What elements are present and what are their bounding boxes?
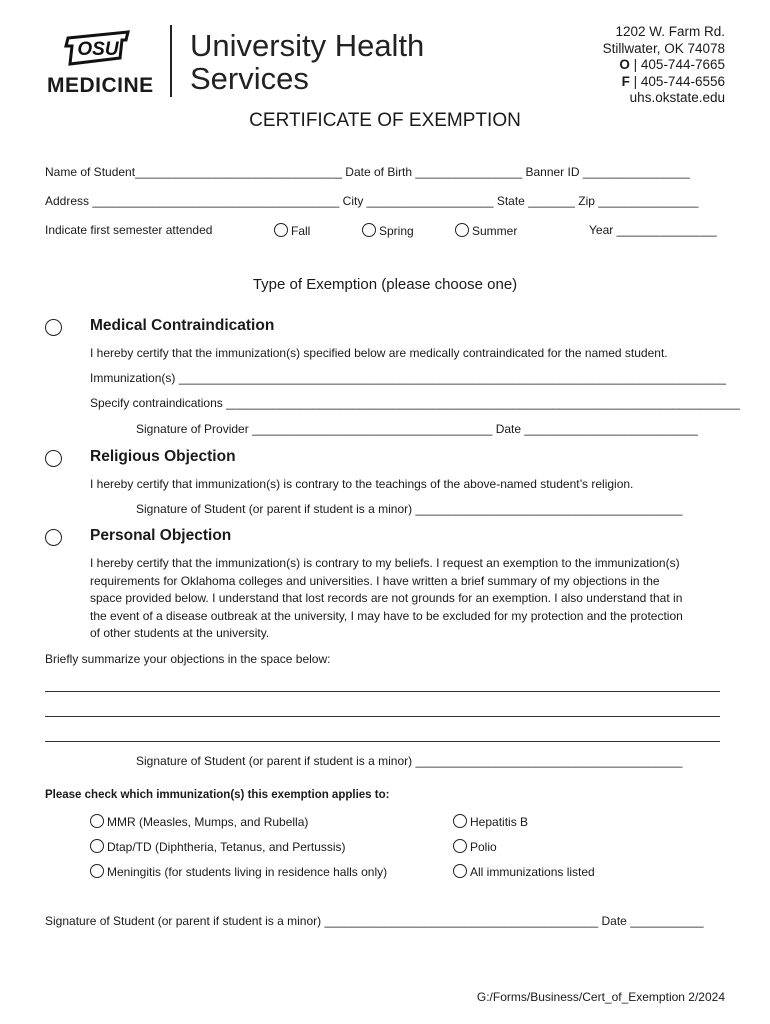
header-title-line1: University Health: [190, 28, 425, 63]
hepatitis-b-option[interactable]: Hepatitis B: [453, 814, 528, 829]
student-name-field[interactable]: _______________________________: [135, 165, 342, 179]
year-row: Year _______________: [589, 223, 717, 237]
medical-title: Medical Contraindication: [90, 317, 275, 334]
immunization-checklist-heading: Please check which immunization(s) this exemption applies to:: [45, 789, 390, 801]
religious-signature-row: Signature of Student (or parent if student is a minor) ________________________________________: [136, 502, 683, 516]
website-link[interactable]: uhs.okstate.edu: [629, 90, 725, 105]
fall-option[interactable]: Fall: [274, 223, 310, 238]
final-date-field[interactable]: ___________: [630, 914, 704, 928]
personal-title: Personal Objection: [90, 527, 232, 544]
contraindications-field[interactable]: _____________________________________________________________________________: [226, 396, 740, 410]
banner-id-field[interactable]: ________________: [582, 165, 690, 179]
spring-option[interactable]: Spring: [362, 223, 414, 238]
final-signature-field[interactable]: _________________________________________: [324, 914, 599, 928]
polio-radio[interactable]: [453, 839, 467, 853]
svg-text:OSU: OSU: [77, 39, 119, 60]
all-immunizations-radio[interactable]: [453, 864, 467, 878]
osu-brand-icon: [62, 28, 134, 68]
year-field[interactable]: _______________: [616, 223, 717, 237]
religious-radio[interactable]: [45, 450, 62, 467]
header-divider: [170, 25, 172, 97]
religious-statement: I hereby certify that immunization(s) is contrary to the teachings of the above-named student’s religion.: [90, 477, 634, 491]
dtap-radio[interactable]: [90, 839, 104, 853]
summer-option[interactable]: Summer: [455, 223, 517, 238]
meningitis-option[interactable]: Meningitis (for students living in residence halls only): [90, 864, 387, 879]
polio-option[interactable]: Polio: [453, 839, 497, 854]
student-name-row: Name of Student_______________________________ Date of Birth ________________ Banner ID ________________: [45, 165, 690, 179]
dtap-option[interactable]: Dtap/TD (Diphtheria, Tetanus, and Pertussis): [90, 839, 346, 854]
fax-phone: F | 405-744-6556: [621, 73, 725, 89]
address-field[interactable]: _____________________________________: [92, 194, 340, 208]
medical-statement: I hereby certify that the immunization(s) specified below are medically contraindicated for the named student.: [90, 346, 668, 360]
provider-signature-row: Signature of Provider ____________________________________ Date __________________________: [136, 422, 698, 436]
hepatitis-b-radio[interactable]: [453, 814, 467, 828]
meningitis-radio[interactable]: [90, 864, 104, 878]
summary-line-2[interactable]: [45, 716, 720, 717]
form-code: G:/Forms/Business/Cert_of_Exemption 2/2024: [476, 990, 725, 1004]
exemption-type-heading: Type of Exemption (please choose one): [252, 276, 518, 293]
office-phone: O | 405-744-7665: [619, 57, 725, 72]
religious-signature-field[interactable]: ________________________________________: [415, 502, 683, 516]
summary-line-3[interactable]: [45, 741, 720, 742]
medical-radio[interactable]: [45, 319, 62, 336]
religious-title: Religious Objection: [90, 448, 236, 465]
header-title-line2: Services: [190, 61, 309, 96]
spring-radio[interactable]: [362, 223, 376, 237]
form-title: CERTIFICATE OF EXEMPTION: [249, 110, 521, 131]
personal-statement: I hereby certify that the immunization(s) is contrary to my beliefs. I request an exemption to the immunization(s) requirements for Oklahoma colleges and universities. I have written a brief summary of my objections in the space provided below. I understand that lost records are not grounds for an exemption. I also understand that in the event of a disease outbreak at the university, I may have to be excluded for my protection and the protection of other students at the university.: [90, 556, 683, 640]
summary-line-1[interactable]: [45, 691, 720, 692]
logo-wordmark: MEDICINE: [47, 74, 154, 97]
personal-signature-field[interactable]: ________________________________________: [415, 754, 683, 768]
state-field[interactable]: _______: [528, 194, 575, 208]
summer-radio[interactable]: [455, 223, 469, 237]
dob-field[interactable]: ________________: [415, 165, 523, 179]
immunization-row: Immunization(s) __________________________________________________________________________________: [90, 371, 726, 385]
city-field[interactable]: ___________________: [366, 194, 494, 208]
all-immunizations-option[interactable]: All immunizations listed: [453, 864, 595, 879]
personal-signature-row: Signature of Student (or parent if student is a minor) ________________________________________: [136, 754, 683, 768]
final-signature-row: Signature of Student (or parent if student is a minor) _________________________________________ Date ___________: [45, 914, 704, 928]
fall-radio[interactable]: [274, 223, 288, 237]
address-row: Address _____________________________________ City ___________________ State _______ Zip _______________: [45, 194, 699, 208]
personal-radio[interactable]: [45, 529, 62, 546]
summary-prompt: Briefly summarize your objections in the space below:: [45, 652, 331, 666]
contraindications-row: Specify contraindications _____________________________________________________________________________: [90, 396, 740, 410]
mmr-radio[interactable]: [90, 814, 104, 828]
zip-field[interactable]: _______________: [598, 194, 699, 208]
address-line1: 1202 W. Farm Rd.: [615, 24, 725, 39]
immunization-field[interactable]: __________________________________________________________________________________: [178, 371, 726, 385]
mmr-option[interactable]: MMR (Measles, Mumps, and Rubella): [90, 814, 308, 829]
address-line2: Stillwater, OK 74078: [602, 40, 725, 56]
contact-block: [603, 24, 725, 107]
semester-label: Indicate first semester attended: [45, 223, 213, 237]
provider-date-field[interactable]: __________________________: [524, 422, 698, 436]
provider-signature-field[interactable]: ____________________________________: [252, 422, 493, 436]
